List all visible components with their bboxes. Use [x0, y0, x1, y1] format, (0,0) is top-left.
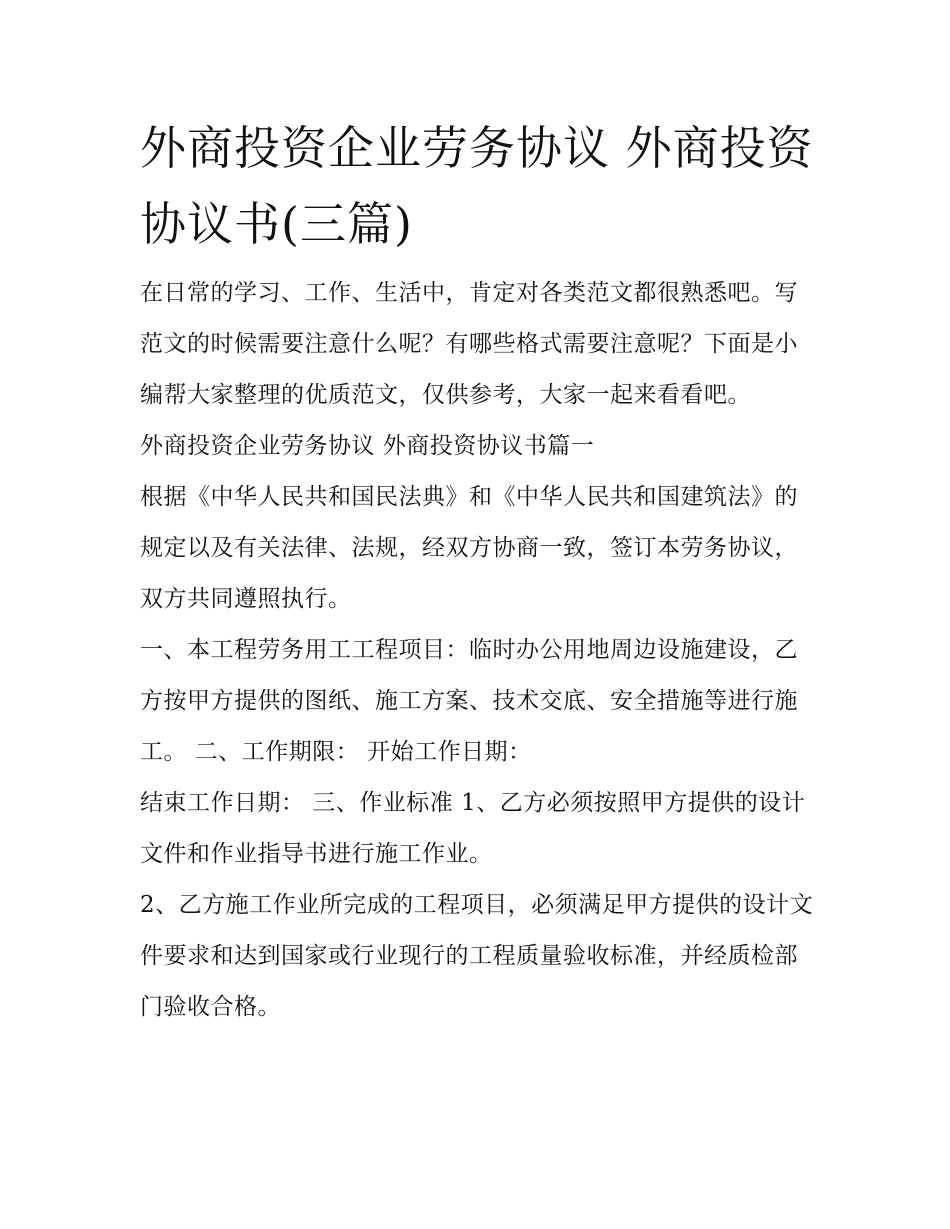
- section-heading: 外商投资企业劳务协议 外商投资协议书篇一: [140, 433, 595, 459]
- clause-project-term-paragraph: 一、本工程劳务用工工程项目：临时办公用地周边设施建设，乙方按甲方提供的图纸、施工方案、技术交底、安全措施等进行施工。 二、工作期限： 开始工作日期：: [140, 637, 798, 765]
- document-title: 外商投资企业劳务协议 外商投资协议书(三篇): [140, 121, 814, 251]
- agreement-preamble-paragraph: 根据《中华人民共和国民法典》和《中华人民共和国建筑法》的规定以及有关法律、法规，经双方协商一致，签订本劳务协议，双方共同遵照执行。: [140, 484, 798, 612]
- clause-work-standard-paragraph: 结束工作日期： 三、作业标准 1、乙方必须按照甲方提供的设计文件和作业指导书进行施工作业。: [140, 790, 806, 867]
- intro-paragraph: 在日常的学习、工作、生活中，肯定对各类范文都很熟悉吧。写范文的时候需要注意什么呢？有哪些格式需要注意呢？下面是小编帮大家整理的优质范文，仅供参考，大家一起来看看吧。: [140, 280, 798, 408]
- document-body: [140, 110, 820, 1033]
- clause-quality-paragraph: 2、乙方施工作业所完成的工程项目，必须满足甲方提供的设计文件要求和达到国家或行业现行的工程质量验收标准，并经质检部门验收合格。: [140, 892, 814, 1020]
